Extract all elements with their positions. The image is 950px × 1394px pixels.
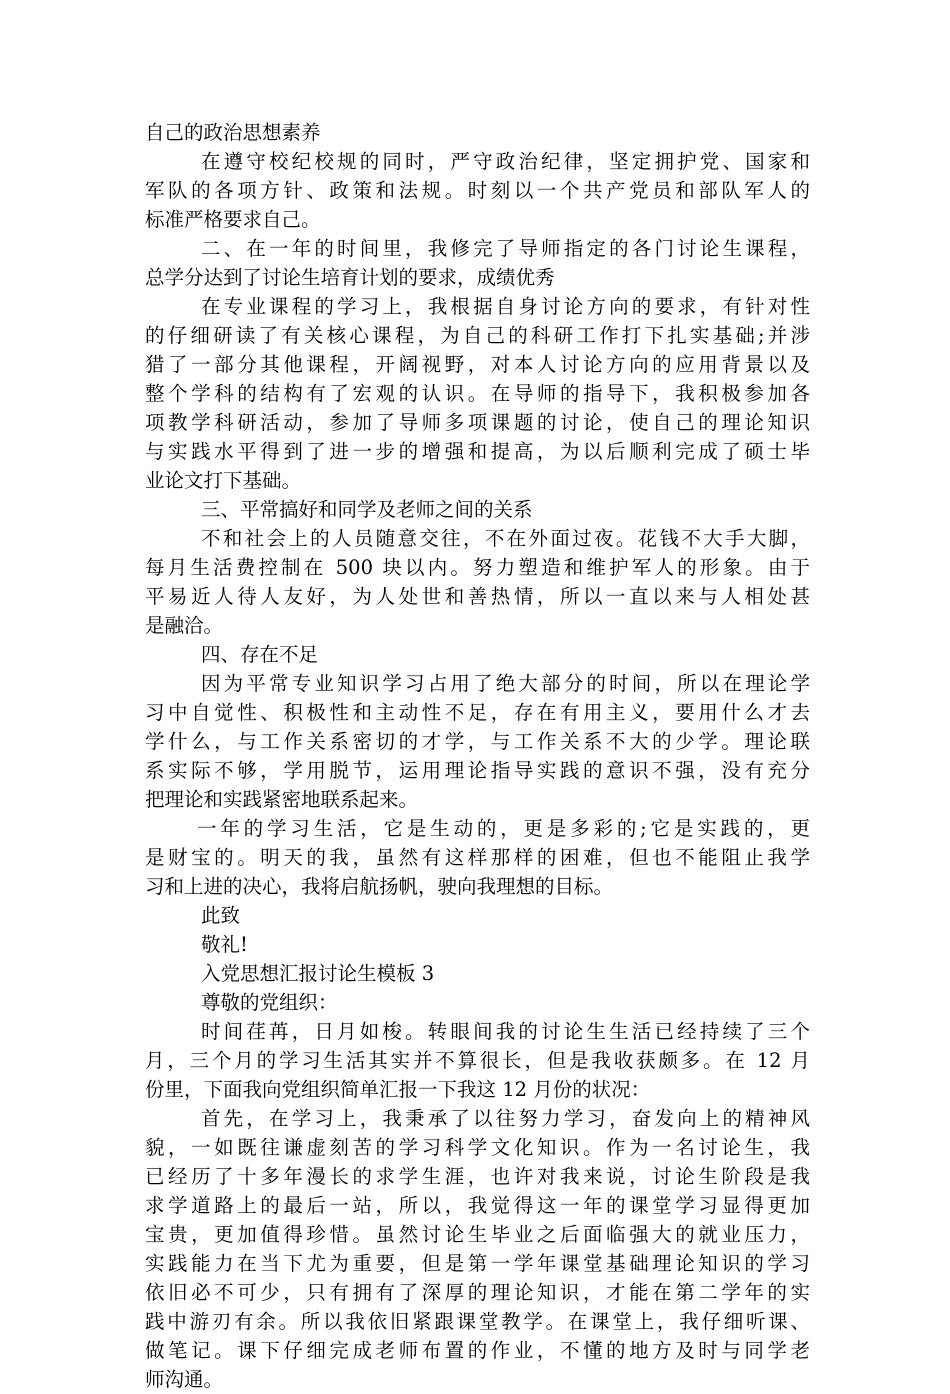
text-line: 在遵守校纪校规的同时，严守政治纪律，坚定拥护党、国家和 <box>201 150 810 173</box>
text-line: 整个学科的结构有了宏观的认识。在导师的指导下，我积极参加各 <box>145 382 810 405</box>
text-line: 的仔细研读了有关核心课程，为自己的科研工作打下扎实基础;并涉 <box>145 324 810 347</box>
text-line: 标准严格要求自己。 <box>145 208 321 231</box>
text-line: 敬礼! <box>201 933 248 956</box>
text-line: 是财宝的。明天的我，虽然有这样那样的困难，但也不能阻止我学 <box>145 846 810 869</box>
text-line: 份里，下面我向党组织简单汇报一下我这 12 月份的状况： <box>145 1078 651 1101</box>
text-line: 四、存在不足 <box>201 643 319 666</box>
text-line: 已经历了十多年漫长的求学生涯，也许对我来说，讨论生阶段是我 <box>145 1165 810 1188</box>
text-line: 不和社会上的人员随意交往，不在外面过夜。花钱不大手大脚， <box>201 527 810 550</box>
text-line: 三、平常搞好和同学及老师之间的关系 <box>201 498 533 521</box>
text-line: 月，三个月的学习生活其实并不算很长，但是我收获颇多。在 12 月 <box>145 1049 810 1072</box>
text-line: 自己的政治思想素养 <box>145 121 321 144</box>
text-line: 貌，一如既往谦虚刻苦的学习科学文化知识。作为一名讨论生，我 <box>145 1136 810 1159</box>
text-line: 践中游刃有余。所以我依旧紧跟课堂教学。在课堂上，我仔细听课、 <box>145 1310 810 1333</box>
text-line: 是融洽。 <box>145 614 224 637</box>
text-line: 时间荏苒，日月如梭。转眼间我的讨论生生活已经持续了三个 <box>201 1020 810 1043</box>
text-line: 习中自觉性、积极性和主动性不足，存在有用主义，要用什么才去 <box>145 701 810 724</box>
text-line: 军队的各项方针、政策和法规。时刻以一个共产党员和部队军人的 <box>145 179 810 202</box>
text-line: 做笔记。课下仔细完成老师布置的作业，不懂的地方及时与同学老 <box>145 1339 810 1362</box>
text-line: 把理论和实践紧密地联系起来。 <box>145 788 419 811</box>
text-line: 尊敬的党组织： <box>201 991 338 1014</box>
text-line: 入党思想汇报讨论生模板 3 <box>201 962 435 985</box>
document-page <box>145 118 810 1394</box>
text-line: 业论文打下基础。 <box>145 469 302 492</box>
text-line: 因为平常专业知识学习占用了绝大部分的时间，所以在理论学 <box>201 672 810 695</box>
text-line: 学什么，与工作关系密切的才学，与工作关系不大的少学。理论联 <box>145 730 810 753</box>
text-line: 一年的学习生活，它是生动的，更是多彩的;它是实践的，更 <box>197 817 810 840</box>
text-line: 习和上进的决心，我将启航扬帆，驶向我理想的目标。 <box>145 875 614 898</box>
text-line: 项教学科研活动，参加了导师多项课题的讨论，使自己的理论知识 <box>145 411 810 434</box>
text-line: 求学道路上的最后一站，所以，我觉得这一年的课堂学习显得更加 <box>145 1194 810 1217</box>
text-line: 实践能力在当下尤为重要，但是第一学年课堂基础理论知识的学习 <box>145 1252 810 1275</box>
text-line: 平易近人待人友好，为人处世和善热情，所以一直以来与人相处甚 <box>145 585 810 608</box>
text-line: 首先，在学习上，我秉承了以往努力学习，奋发向上的精神风 <box>201 1107 810 1130</box>
text-line: 二、在一年的时间里，我修完了导师指定的各门讨论生课程， <box>201 237 810 260</box>
text-line: 师沟通。 <box>145 1368 224 1391</box>
text-line: 总学分达到了讨论生培育计划的要求，成绩优秀 <box>145 266 555 289</box>
text-line: 此致 <box>201 904 241 927</box>
text-line: 在专业课程的学习上，我根据自身讨论方向的要求，有针对性 <box>201 295 810 318</box>
text-line: 宝贵，更加值得珍惜。虽然讨论生毕业之后面临强大的就业压力， <box>145 1223 810 1246</box>
text-line: 系实际不够，学用脱节，运用理论指导实践的意识不强，没有充分 <box>145 759 810 782</box>
text-line: 与实践水平得到了进一步的增强和提高，为以后顺利完成了硕士毕 <box>145 440 810 463</box>
text-line: 猎了一部分其他课程，开阔视野，对本人讨论方向的应用背景以及 <box>145 353 810 376</box>
text-line: 每月生活费控制在 500 块以内。努力塑造和维护军人的形象。由于 <box>145 556 810 579</box>
text-line: 依旧必不可少，只有拥有了深厚的理论知识，才能在第二学年的实 <box>145 1281 810 1304</box>
